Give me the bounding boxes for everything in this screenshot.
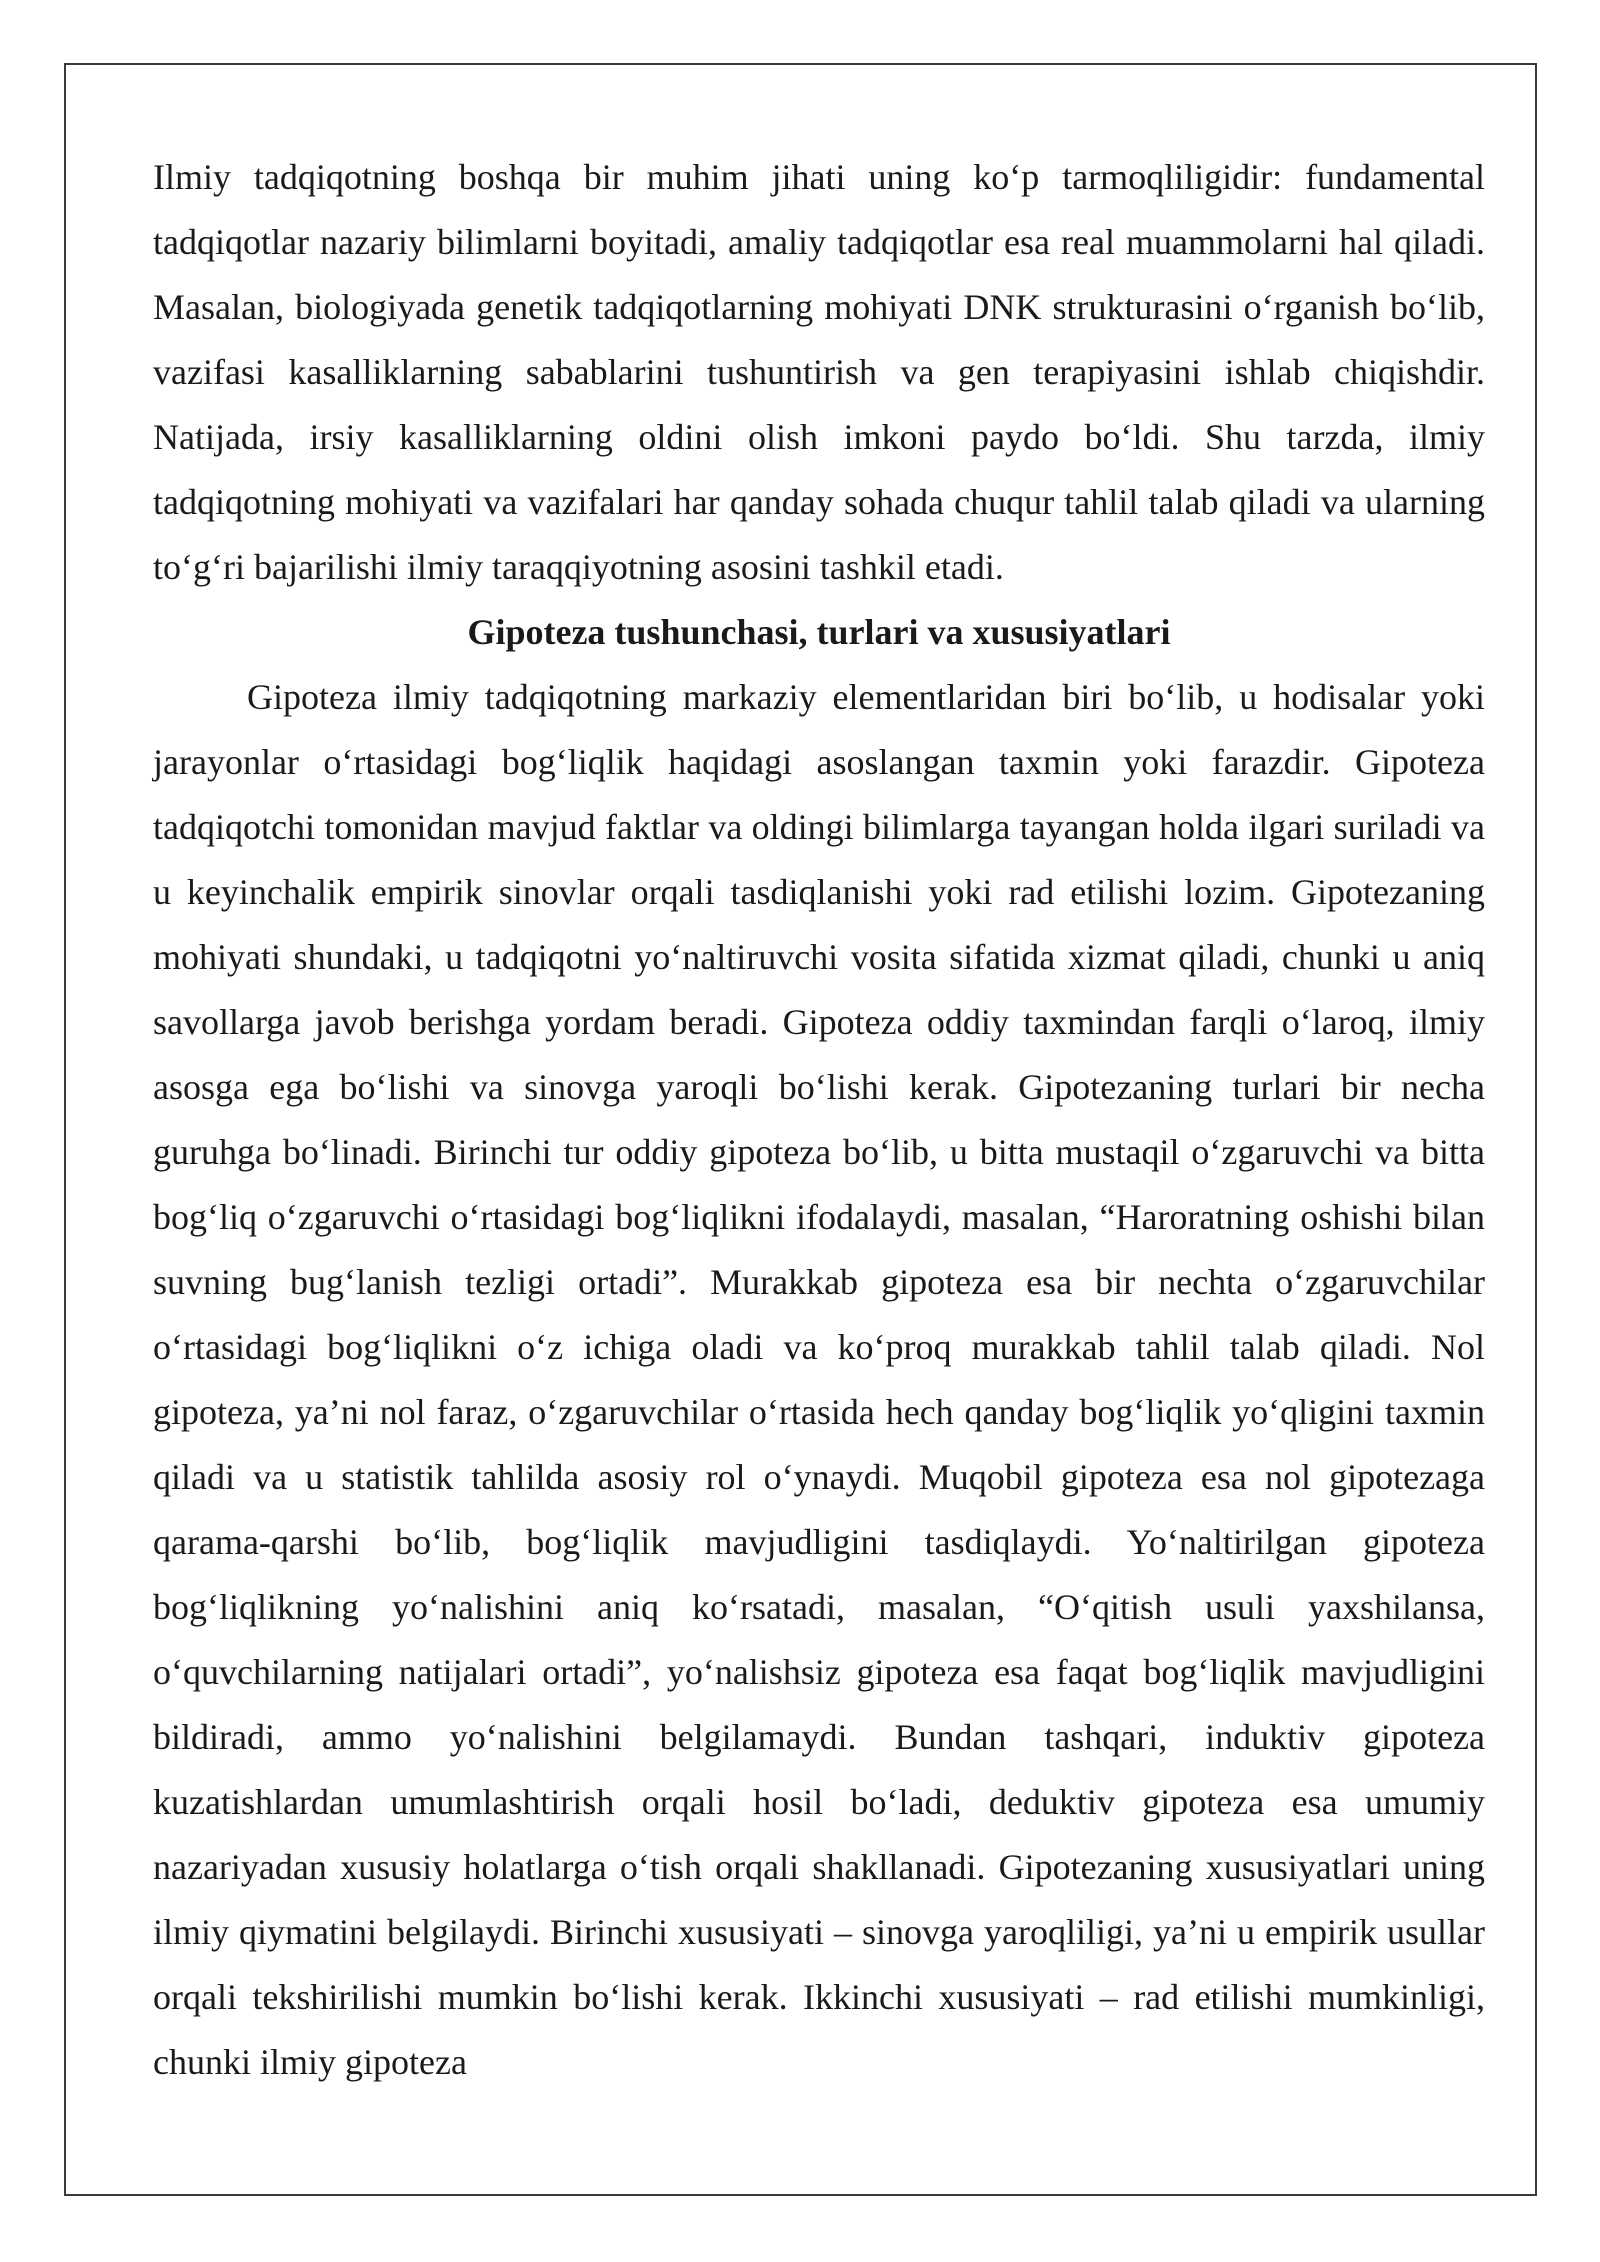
section-heading: Gipoteza tushunchasi, turlari va xususiyatlari xyxy=(467,612,1171,652)
paragraph-2: Gipoteza ilmiy tadqiqotning markaziy elementlaridan biri bo‘lib, u hodisalar yoki jarayonlar o‘rtasidagi bog‘liqlik haqidagi asoslangan taxmin yoki farazdir. Gipoteza tadqiqotchi tomonidan mavjud faktlar va oldingi bilimlarga tayangan holda ilgari suriladi va u keyinchalik empirik sinovlar orqali tasdiqlanishi yoki rad etilishi lozim. Gipotezaning mohiyati shundaki, u tadqiqotni yo‘naltiruvchi vosita sifatida xizmat qiladi, chunki u aniq savollarga javob berishga yordam beradi. Gipoteza oddiy taxmindan farqli o‘laroq, ilmiy asosga ega bo‘lishi va sinovga yaroqli bo‘lishi kerak. Gipotezaning turlari bir necha guruhga bo‘linadi. Birinchi tur oddiy gipoteza bo‘lib, u bitta mustaqil o‘zgaruvchi va bitta bog‘liq o‘zgaruvchi o‘rtasidagi bog‘liqlikni ifodalaydi, masalan, “Haroratning oshishi bilan suvning bug‘lanish tezligi ortadi”. Murakkab gipoteza esa bir nechta o‘zgaruvchilar o‘rtasidagi bog‘liqlikni o‘z ichiga oladi va ko‘proq murakkab tahlil talab qiladi. Nol gipoteza, ya’ni nol faraz, o‘zgaruvchilar o‘rtasida hech qanday bog‘liqlik yo‘qligini taxmin qiladi va u statistik tahlilda asosiy rol o‘ynaydi. Muqobil gipoteza esa nol gipotezaga qarama-qarshi bo‘lib, bog‘liqlik mavjudligini tasdiqlaydi. Yo‘naltirilgan gipoteza bog‘liqlikning yo‘nalishini aniq ko‘rsatadi, masalan, “O‘qitish usuli yaxshilansa, o‘quvchilarning natijalari ortadi”, yo‘nalishsiz gipoteza esa faqat bog‘liqlik mavjudligini bildiradi, ammo yo‘nalishini belgilamaydi. Bundan tashqari, induktiv gipoteza kuzatishlardan umumlashtirish orqali hosil bo‘ladi, deduktiv gipoteza esa umumiy nazariyadan xususiy holatlarga o‘tish orqali shakllanadi. Gipotezaning xususiyatlari uning ilmiy qiymatini belgilaydi. Birinchi xususiyati – sinovga yaroqliligi, ya’ni u empirik usullar orqali tekshirilishi mumkin bo‘lishi kerak. Ikkinchi xususiyati – rad etilishi mumkinligi, chunki ilmiy gipoteza xyxy=(153,677,1485,2082)
document-body xyxy=(153,145,1485,2095)
paragraph-1: Ilmiy tadqiqotning boshqa bir muhim jihati uning ko‘p tarmoqliligidir: fundamental tadqiqotlar nazariy bilimlarni boyitadi, amaliy tadqiqotlar esa real muammolarni hal qiladi. Masalan, biologiyada genetik tadqiqotlarning mohiyati DNK strukturasini o‘rganish bo‘lib, vazifasi kasalliklarning sabablarini tushuntirish va gen terapiyasini ishlab chiqishdir. Natijada, irsiy kasalliklarning oldini olish imkoni paydo bo‘ldi. Shu tarzda, ilmiy tadqiqotning mohiyati va vazifalari har qanday sohada chuqur tahlil talab qiladi va ularning to‘g‘ri bajarilishi ilmiy taraqqiyotning asosini tashkil etadi. xyxy=(153,157,1485,587)
